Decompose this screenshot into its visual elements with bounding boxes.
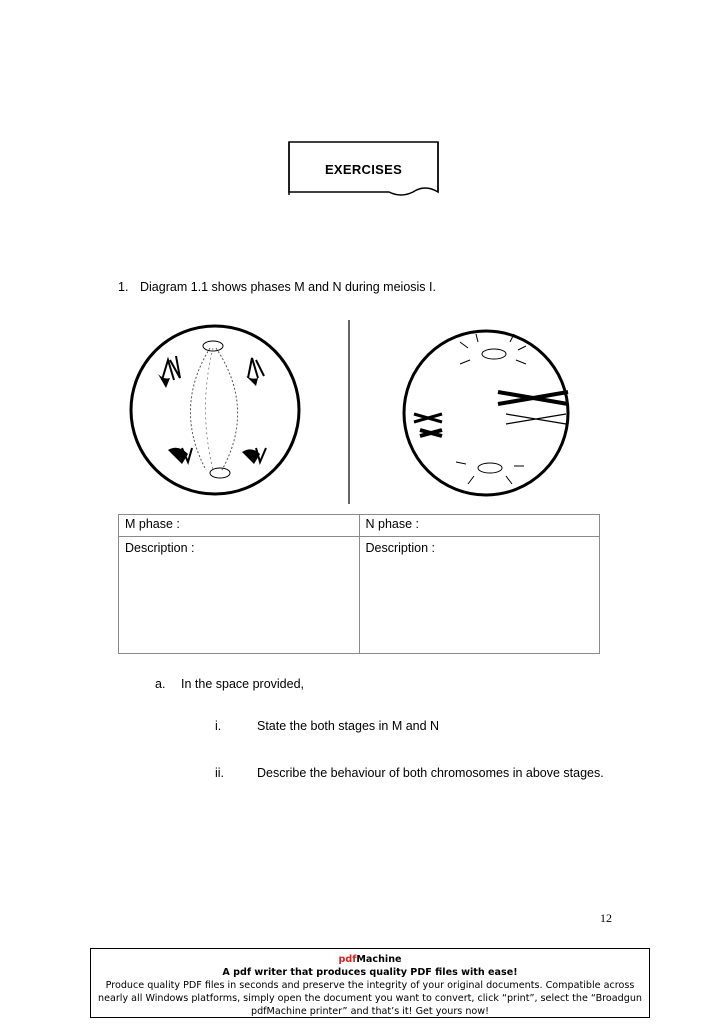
question-text: Diagram 1.1 shows phases M and N during meiosis I. bbox=[140, 280, 436, 294]
part-a bbox=[155, 677, 304, 691]
brand-suffix: Machine bbox=[356, 954, 402, 965]
sub-item-label: ii. bbox=[215, 766, 225, 780]
n-phase-cell bbox=[404, 331, 568, 495]
brand-prefix: pdf bbox=[338, 954, 357, 965]
table-row bbox=[119, 537, 600, 654]
n-phase-cell-label: N phase : bbox=[359, 515, 600, 537]
exercises-banner bbox=[285, 140, 442, 198]
question-1 bbox=[118, 280, 436, 294]
sub-item-label: i. bbox=[215, 719, 222, 733]
pdfmachine-footer bbox=[90, 948, 650, 1018]
part-a-text: In the space provided, bbox=[181, 677, 304, 691]
m-phase-cell-label: M phase : bbox=[119, 515, 360, 537]
page-number: 12 bbox=[600, 911, 612, 925]
m-description-cell: Description : bbox=[119, 537, 360, 654]
footer-tagline: A pdf writer that produces quality PDF files with ease! bbox=[222, 967, 518, 978]
sub-item-text: Describe the behaviour of both chromosomes in above stages. bbox=[257, 766, 604, 780]
n-description-cell: Description : bbox=[359, 537, 600, 654]
part-a-label: a. bbox=[155, 677, 166, 691]
exercises-title: EXERCISES bbox=[324, 162, 403, 177]
table-row bbox=[119, 515, 600, 537]
footer-description: Produce quality PDF files in seconds and preserve the integrity of your original documents. Compatible across nearly all Windows platforms, simply open the document you want to convert, click “print”, select the “Broadgun pdfMachine printer” and that’s it! Get yours now! bbox=[97, 980, 642, 1017]
phase-table bbox=[118, 514, 600, 654]
footer-brand bbox=[91, 953, 649, 966]
m-phase-cell bbox=[131, 326, 299, 494]
sub-item-text: State the both stages in M and N bbox=[257, 719, 440, 733]
meiosis-diagram bbox=[118, 318, 608, 518]
meiosis-diagram-svg bbox=[118, 318, 608, 518]
question-number: 1. bbox=[118, 280, 129, 294]
